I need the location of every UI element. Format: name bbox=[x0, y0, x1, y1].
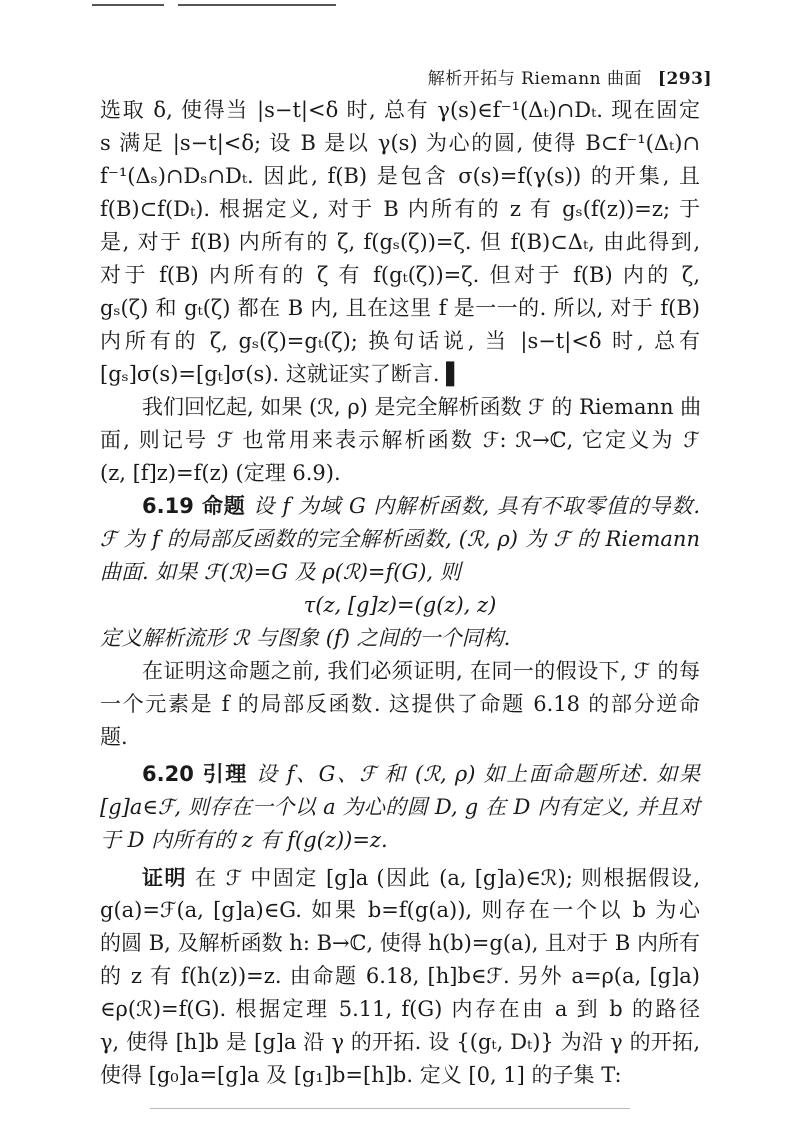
text-line: f(B)⊂f(Dₜ). 根据定义, 对于 B 内所有的 z 有 gₛ(f(z))=z; 于 bbox=[100, 197, 700, 221]
page-body bbox=[100, 94, 700, 1092]
lemma-label: 6.20 引理 bbox=[142, 762, 248, 786]
text-line: ∈ρ(ℛ)=f(G). 根据定理 5.11, f(G) 内存在由 a 到 b 的路径 bbox=[100, 997, 700, 1021]
display-formula: τ(z, [g]z)=(g(z), z) bbox=[303, 593, 497, 617]
proposition-label: 6.19 命题 bbox=[142, 494, 246, 518]
top-rule-left bbox=[92, 4, 164, 6]
text-line: s 满足 |s−t|<δ; 设 B 是以 γ(s) 为心的圆, 使得 B⊂f⁻¹(Δₜ)∩ bbox=[100, 131, 700, 155]
text-line: ℱ 为 f 的局部反函数的完全解析函数, (ℛ, ρ) 为 ℱ 的 Riemann bbox=[100, 527, 700, 551]
proof-line bbox=[100, 861, 700, 894]
text-line: (z, [f]z)=f(z) (定理 6.9). bbox=[100, 461, 341, 485]
text-line: 我们回忆起, 如果 (ℛ, ρ) 是完全解析函数 ℱ 的 Riemann 曲 bbox=[142, 395, 702, 419]
proposition-text: 设 f 为域 G 内解析函数, 具有不取零值的导数. bbox=[253, 494, 700, 518]
text-line: 一个元素是 f 的局部反函数. 这提供了命题 6.18 的部分逆命 bbox=[100, 692, 700, 716]
lemma-text: 设 f、G、ℱ 和 (ℛ, ρ) 如上面命题所述. 如果 bbox=[256, 762, 700, 786]
text-line: [g]a∈ℱ, 则存在一个以 a 为心的圆 D, g 在 D 内有定义, 并且对 bbox=[100, 795, 700, 819]
lemma-6-20 bbox=[100, 758, 700, 791]
text-line: 于 D 内所有的 z 有 f(g(z))=z. bbox=[100, 828, 388, 852]
text-line: 的圆 B, 及解析函数 h: B→ℂ, 使得 h(b)=g(a), 且对于 B 内所有 bbox=[100, 931, 700, 955]
running-header bbox=[428, 64, 712, 89]
text-line: 曲面. 如果 ℱ(ℛ)=G 及 ρ(ℛ)=f(G), 则 bbox=[100, 560, 461, 584]
text-line: 在证明这命题之前, 我们必须证明, 在同一的假设下, ℱ 的每 bbox=[142, 659, 700, 683]
text-line: 内所有的 ζ, gₛ(ζ)=gₜ(ζ); 换句话说, 当 |s−t|<δ 时, 总有 bbox=[100, 329, 700, 353]
text-line: 的 z 有 f(h(z))=z. 由命题 6.18, [h]b∈ℱ. 另外 a=ρ(a, [g]a) bbox=[100, 964, 700, 988]
text-line: γ, 使得 [h]b 是 [g]a 沿 γ 的开拓. 设 {(gₜ, Dₜ)} 为沿 γ 的开拓, bbox=[100, 1030, 700, 1054]
text-line: 是, 对于 f(B) 内所有的 ζ, f(gₛ(ζ))=ζ. 但 f(B)⊂Δₜ, 由此得到, bbox=[100, 230, 700, 254]
scan-speck bbox=[150, 1108, 630, 1109]
proposition-6-19 bbox=[100, 490, 700, 523]
text-line: 选取 δ, 使得当 |s−t|<δ 时, 总有 γ(s)∈f⁻¹(Δₜ)∩Dₜ. 现在固定 bbox=[100, 98, 700, 122]
text-line: g(a)=ℱ(a, [g]a)∈G. 如果 b=f(g(a)), 则存在一个以 b 为心 bbox=[100, 898, 700, 922]
text-line: f⁻¹(Δₛ)∩Dₛ∩Dₜ. 因此, f(B) 是包含 σ(s)=f(γ(s)) 的开集, 且 bbox=[100, 164, 700, 188]
text-line: 题. bbox=[100, 725, 128, 749]
proof-label: 证明 bbox=[142, 865, 187, 890]
text-line: 使得 [g₀]a=[g]a 及 [g₁]b=[h]b. 定义 [0, 1] 的子集 T: bbox=[100, 1063, 622, 1087]
header-title: 解析开拓与 Riemann 曲面 bbox=[427, 69, 643, 89]
text-line: 面, 则记号 ℱ 也常用来表示解析函数 ℱ: ℛ→ℂ, 它定义为 ℱ bbox=[100, 428, 700, 452]
text-line: [gₛ]σ(s)=[gₜ]σ(s). 这就证实了断言. ▌ bbox=[100, 362, 463, 386]
text-line: 定义解析流形 ℛ 与图象 (f) 之间的一个同构. bbox=[100, 626, 511, 650]
text-line: 对于 f(B) 内所有的 ζ 有 f(gₜ(ζ))=ζ. 但对于 f(B) 内的 ζ, bbox=[100, 263, 700, 287]
page-number: [293] bbox=[657, 69, 712, 89]
text-line: gₛ(ζ) 和 gₜ(ζ) 都在 B 内, 且在这里 f 是一一的. 所以, 对于 f(B) bbox=[100, 296, 700, 320]
top-rule-right bbox=[178, 4, 336, 6]
proof-text: 在 ℱ 中固定 [g]a (因此 (a, [g]a)∈ℛ); 则根据假设, bbox=[195, 866, 701, 890]
